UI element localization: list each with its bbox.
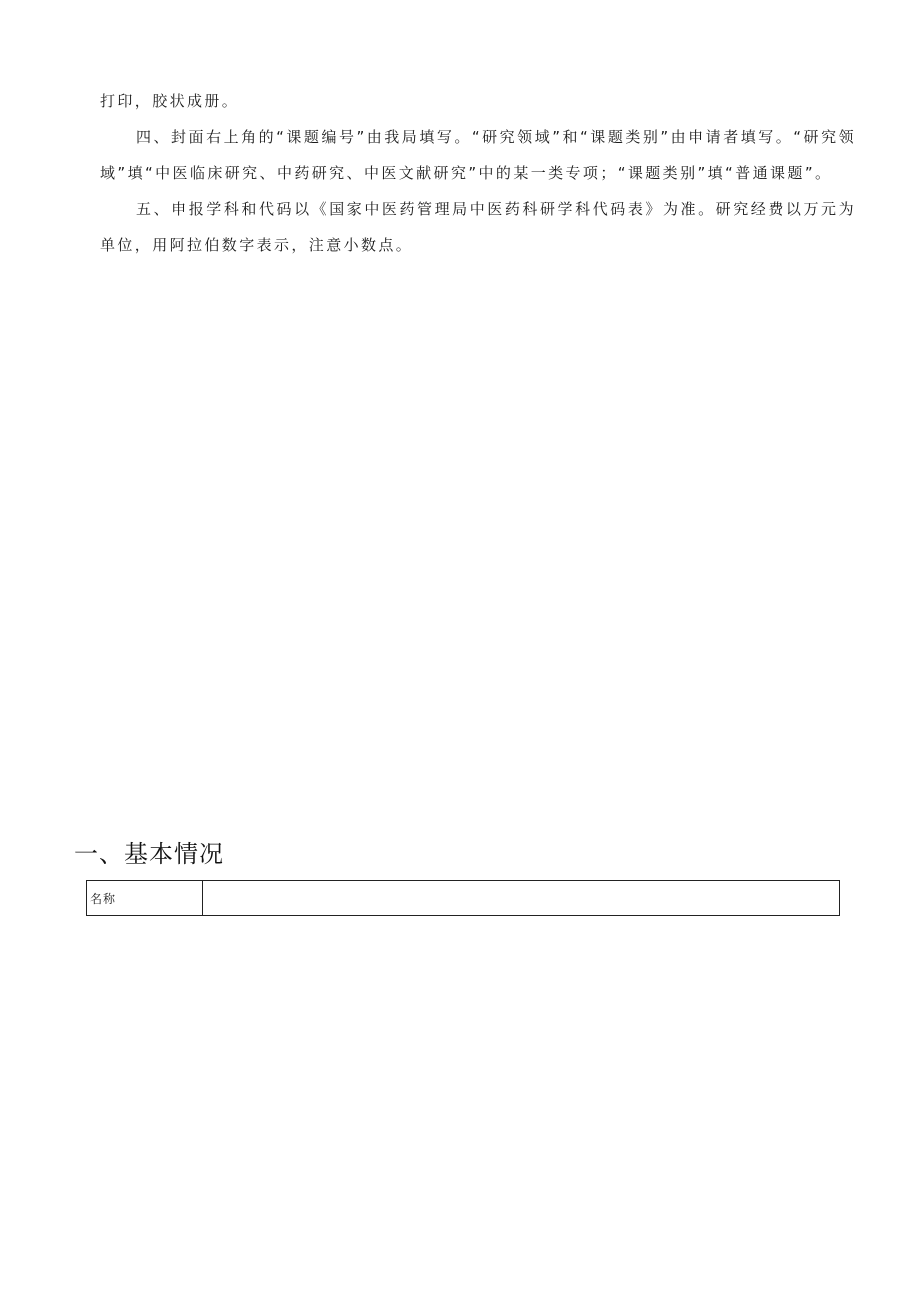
instructions-block: [100, 83, 856, 263]
name-label-cell: 名称: [87, 881, 203, 916]
name-value-cell[interactable]: [203, 881, 840, 916]
section-title: 一、基本情况: [74, 840, 224, 868]
instruction-paragraph: 五、申报学科和代码以《国家中医药管理局中医药科研学科代码表》为准。研究经费以万元为单位，用阿拉伯数字表示，注意小数点。: [100, 200, 856, 254]
instruction-paragraph: 四、封面右上角的“课题编号”由我局填写。“研究领域”和“课题类别”由申请者填写。“研究领域”填“中医临床研究、中药研究、中医文献研究”中的某一类专项；“课题类别”填“普通课题”。: [100, 128, 856, 182]
instruction-paragraph: 打印，胶状成册。: [100, 92, 240, 110]
basic-info-table: [86, 880, 840, 916]
table-row: [87, 881, 840, 916]
